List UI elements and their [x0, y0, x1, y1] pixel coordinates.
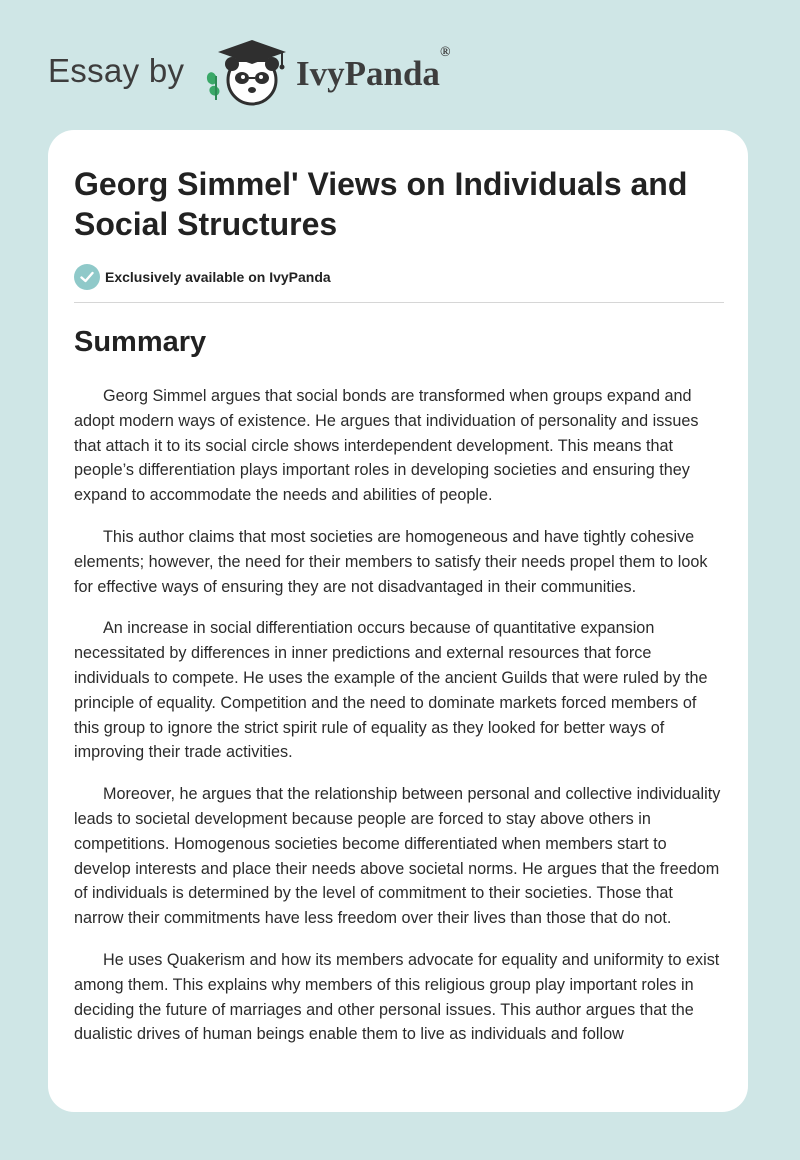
- exclusive-badge-label: Exclusively available on IvyPanda: [105, 269, 331, 285]
- panda-graduation-cap-icon[interactable]: [202, 36, 294, 108]
- ivypanda-brand[interactable]: [296, 45, 451, 94]
- site-header: [48, 36, 508, 108]
- essay-body: [74, 384, 724, 1064]
- paragraph-4: Moreover, he argues that the relationship between personal and collective individuality leads to societal development because people are forced to stay above others in competitions. Homogenous societies become differentiated when members start to develop interests and place their needs above societal norms. He argues that the freedom of individuals is determined by the level of commitment to their societies. Those that narrow their commitments have less freedom over their lives than those that do not.: [74, 785, 721, 928]
- summary-heading: Summary: [74, 326, 207, 358]
- paragraph-3: An increase in social differentiation occurs because of quantitative expansion necessitated by differences in inner predictions and external resources that force individuals to compete. He uses the example of the ancient Guilds that were ruled by the principle of equality. Competition and the need to dominate markets forced members of this group to ignore the strict spirit rule of equality as they looked for better ways of improving their trade activities.: [74, 619, 708, 762]
- paragraph-5: He uses Quakerism and how its members advocate for equality and uniformity to exist among them. This explains why members of this religious group play important roles in deciding the future of marriages and other personal issues. This author argues that the dualistic drives of human beings enable them to live as individuals and follow: [74, 950, 720, 1044]
- essay-by-label: Essay by: [48, 52, 185, 89]
- brand-name: IvyPanda: [296, 54, 440, 93]
- check-icon: [74, 264, 100, 290]
- paragraph-2: This author claims that most societies are homogeneous and have tightly cohesive elements; however, the need for their members to satisfy their needs propel them to look for effective ways of ensuring they are not disadvantaged in their communities.: [74, 527, 708, 596]
- paragraph-1: Georg Simmel argues that social bonds are transformed when groups expand and adopt modern ways of existence. He argues that individuation of personality and issues that attach it to its social circle shows interdependent development. This means that people’s differentiation plays important roles in developing societies and ensuring they expand to accommodate the needs and abilities of people.: [74, 387, 699, 505]
- trademark-symbol: ®: [439, 45, 451, 61]
- essay-card: [48, 130, 748, 1112]
- divider: [74, 302, 724, 303]
- essay-title: Georg Simmel' Views on Individuals and Social Structures: [74, 166, 688, 242]
